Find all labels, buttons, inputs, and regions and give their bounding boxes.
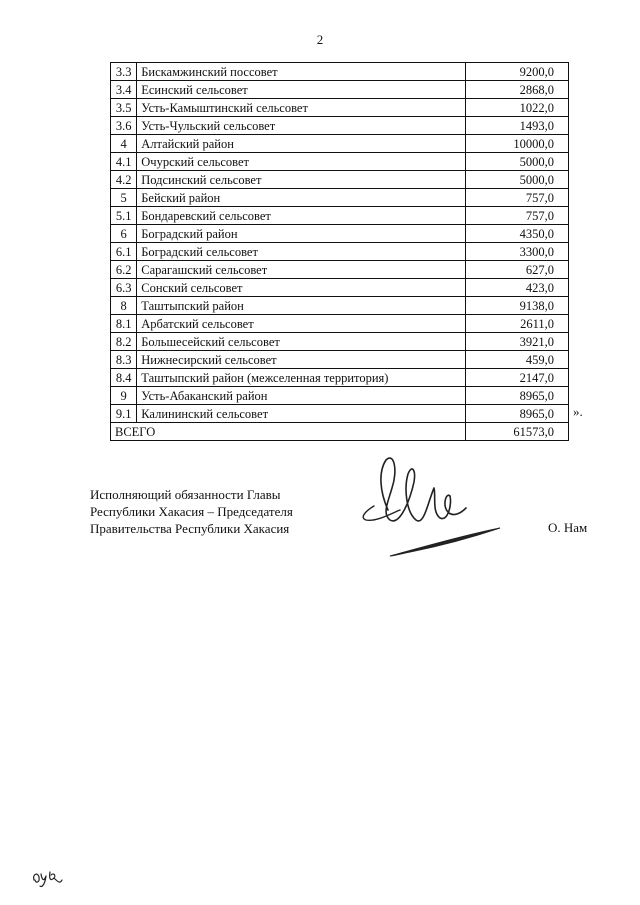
row-name: Усть-Чульский сельсовет xyxy=(137,117,465,135)
row-name: Бондаревский сельсовет xyxy=(137,207,465,225)
table-row xyxy=(111,387,569,405)
row-number: 4.1 xyxy=(111,153,137,171)
row-number: 9 xyxy=(111,387,137,405)
row-value: 10000,0 xyxy=(465,135,568,153)
row-name: Усть-Камыштинский сельсовет xyxy=(137,99,465,117)
table-row xyxy=(111,63,569,81)
signatory-title-line: Исполняющий обязанности Главы xyxy=(90,487,281,502)
row-value: 1493,0 xyxy=(465,117,568,135)
row-number: 3.4 xyxy=(111,81,137,99)
row-number: 8.2 xyxy=(111,333,137,351)
table-row xyxy=(111,225,569,243)
table-row xyxy=(111,117,569,135)
signatory-title xyxy=(90,486,293,537)
table-row xyxy=(111,369,569,387)
total-label: ВСЕГО xyxy=(111,423,466,441)
table-row xyxy=(111,81,569,99)
row-value: 459,0 xyxy=(465,351,568,369)
signatory-title-line: Правительства Республики Хакасия xyxy=(90,521,290,536)
signer-name: О. Нам xyxy=(548,520,588,535)
closing-quote: ». xyxy=(573,404,583,419)
row-name: Таштыпский район (межселенная территория) xyxy=(137,369,465,387)
total-value: 61573,0 xyxy=(465,423,568,441)
row-number: 8.1 xyxy=(111,315,137,333)
row-name: Боградский район xyxy=(137,225,465,243)
allocation-table xyxy=(110,62,569,441)
table-body xyxy=(111,63,569,441)
row-value: 757,0 xyxy=(465,207,568,225)
row-number: 3.3 xyxy=(111,63,137,81)
table-row xyxy=(111,351,569,369)
row-name: Таштыпский район xyxy=(137,297,465,315)
row-value: 9200,0 xyxy=(465,63,568,81)
row-number: 6 xyxy=(111,225,137,243)
row-name: Большесейский сельсовет xyxy=(137,333,465,351)
row-number: 6.2 xyxy=(111,261,137,279)
handwritten-initials xyxy=(30,866,64,890)
row-value: 8965,0 xyxy=(465,387,568,405)
row-value: 2868,0 xyxy=(465,81,568,99)
row-name: Боградский сельсовет xyxy=(137,243,465,261)
handwritten-signature xyxy=(350,452,510,567)
row-number: 6.3 xyxy=(111,279,137,297)
row-value: 1022,0 xyxy=(465,99,568,117)
table-row xyxy=(111,189,569,207)
row-value: 757,0 xyxy=(465,189,568,207)
row-number: 4.2 xyxy=(111,171,137,189)
total-row xyxy=(111,423,569,441)
row-value: 2147,0 xyxy=(465,369,568,387)
table-row xyxy=(111,279,569,297)
row-name: Алтайский район xyxy=(137,135,465,153)
row-number: 4 xyxy=(111,135,137,153)
table-row xyxy=(111,333,569,351)
row-number: 6.1 xyxy=(111,243,137,261)
row-name: Сонский сельсовет xyxy=(137,279,465,297)
row-number: 5 xyxy=(111,189,137,207)
table-row xyxy=(111,153,569,171)
row-number: 3.5 xyxy=(111,99,137,117)
signatory-title-line: Республики Хакасия – Председателя xyxy=(90,504,293,519)
table-row xyxy=(111,99,569,117)
row-number: 8 xyxy=(111,297,137,315)
row-value: 4350,0 xyxy=(465,225,568,243)
table-row xyxy=(111,315,569,333)
row-name: Калининский сельсовет xyxy=(137,405,465,423)
table-row xyxy=(111,261,569,279)
row-value: 9138,0 xyxy=(465,297,568,315)
row-number: 5.1 xyxy=(111,207,137,225)
row-name: Сарагашский сельсовет xyxy=(137,261,465,279)
row-name: Бискамжинский поссовет xyxy=(137,63,465,81)
table-row xyxy=(111,207,569,225)
row-number: 3.6 xyxy=(111,117,137,135)
row-name: Очурский сельсовет xyxy=(137,153,465,171)
row-name: Нижнесирский сельсовет xyxy=(137,351,465,369)
row-value: 2611,0 xyxy=(465,315,568,333)
row-name: Подсинский сельсовет xyxy=(137,171,465,189)
page-number: 2 xyxy=(316,32,324,47)
row-name: Арбатский сельсовет xyxy=(137,315,465,333)
row-value: 8965,0 xyxy=(465,405,568,423)
row-number: 8.4 xyxy=(111,369,137,387)
table-row xyxy=(111,405,569,423)
row-value: 5000,0 xyxy=(465,153,568,171)
table-row xyxy=(111,171,569,189)
row-value: 3921,0 xyxy=(465,333,568,351)
row-name: Есинский сельсовет xyxy=(137,81,465,99)
row-value: 627,0 xyxy=(465,261,568,279)
table-row xyxy=(111,297,569,315)
row-name: Усть-Абаканский район xyxy=(137,387,465,405)
row-value: 5000,0 xyxy=(465,171,568,189)
table-row xyxy=(111,135,569,153)
row-value: 3300,0 xyxy=(465,243,568,261)
row-number: 9.1 xyxy=(111,405,137,423)
row-value: 423,0 xyxy=(465,279,568,297)
row-number: 8.3 xyxy=(111,351,137,369)
row-name: Бейский район xyxy=(137,189,465,207)
table-row xyxy=(111,243,569,261)
